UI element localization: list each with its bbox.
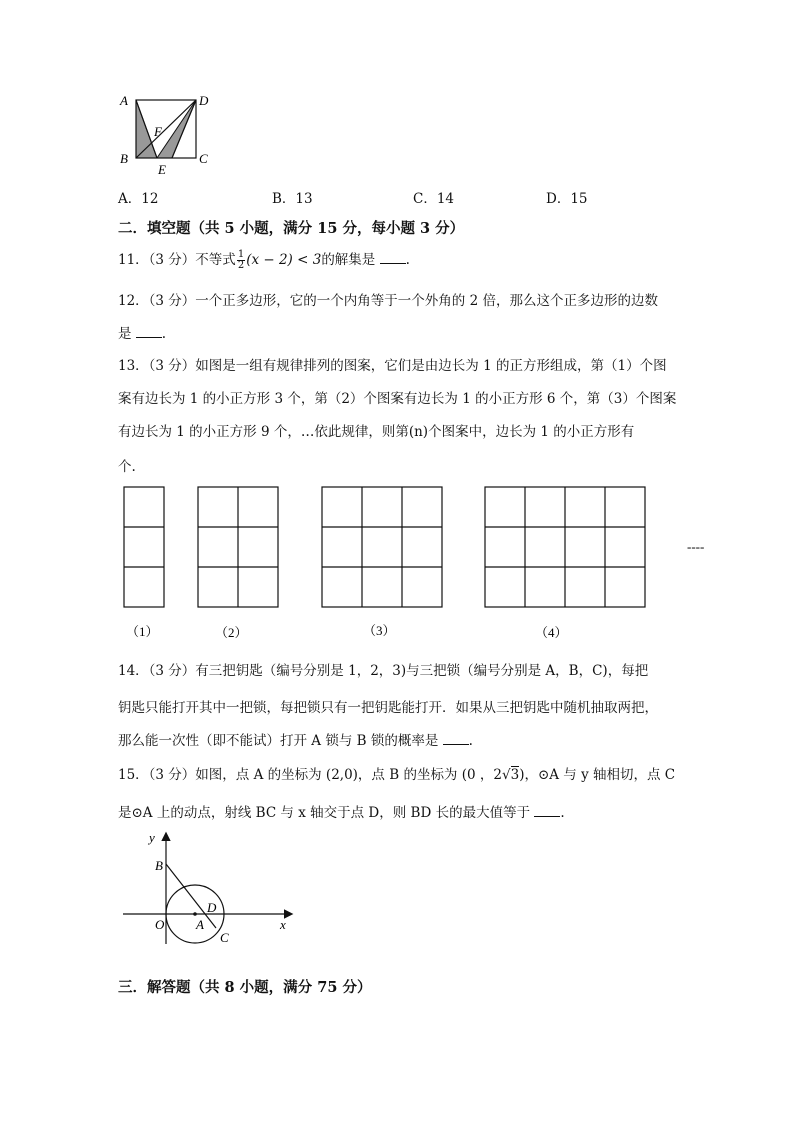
q13-line-2: 案有边长为 1 的小正方形 3 个，第（2）个图案有边长为 1 的小正方形 6 个，第（3）个图案	[118, 391, 677, 407]
q14-line-3-prefix: 那么能一次性（即不能试）打开 A 锁与 B 锁的概率是	[118, 733, 439, 749]
q13-line-4: 个.	[118, 459, 136, 475]
q15-label-o: O	[155, 917, 165, 932]
q14-end: .	[468, 733, 473, 749]
q15-ray-bc	[166, 864, 216, 928]
q14-line-2: 钥匙只能打开其中一把锁，每把锁只有一把钥匙能打开．如果从三把钥匙中随机抽取两把，	[118, 700, 658, 716]
q15-figure	[115, 826, 300, 948]
q11-expression: (x − 2) < 3	[246, 252, 322, 268]
q10-figure	[115, 92, 225, 178]
q14-answer-blank[interactable]	[443, 734, 469, 745]
q11-end: .	[405, 252, 410, 268]
q13-pattern-figure	[120, 484, 720, 644]
q15-answer-blank[interactable]	[534, 806, 560, 817]
q15-line-2	[118, 801, 565, 821]
q13-caption-4: （4）	[535, 625, 568, 640]
q14-line-3	[118, 729, 473, 749]
q13-continuation-dashes: ----	[687, 539, 705, 554]
q13-pattern-4	[485, 487, 645, 607]
q15-line-2-prefix: 是⊙A 上的动点，射线 BC 与 x 轴交于点 D，则 BD 长的最大值等于	[118, 805, 531, 821]
q15-line-1-a: 15．（3 分）如图，点 A 的坐标为 (2,0)，点 B 的坐标为 (0 ，	[118, 767, 494, 783]
q10-label-c: C	[199, 151, 208, 166]
q15-point-a	[193, 912, 197, 916]
q12-line-2	[118, 322, 166, 342]
q10-label-a: A	[120, 93, 128, 108]
q13-line-1: 13．（3 分）如图是一组有规律排列的图案，它们是由边长为 1 的正方形组成，第（1）个图	[118, 358, 667, 374]
q13-pattern-2	[198, 487, 278, 607]
q11-fraction	[237, 250, 245, 271]
q13-pattern-1	[124, 487, 164, 607]
section-2-title: 二．填空题（共 5 小题，满分 15 分，每小题 3 分）	[118, 220, 465, 237]
q10-option-a: A．12	[118, 191, 159, 207]
q13-line-3: 有边长为 1 的小正方形 9 个，…依此规律，则第(n)个图案中，边长为 1 的小正方形有	[118, 424, 635, 440]
q10-option-c: C．14	[413, 191, 455, 207]
q13-caption-2: （2）	[215, 625, 248, 640]
q10-label-f: F	[154, 124, 162, 139]
q15-label-c: C	[220, 930, 229, 945]
q10-shaded-triangle-right	[157, 100, 196, 158]
q10-option-b: B．13	[272, 191, 313, 207]
q10-option-d: D．15	[546, 191, 588, 207]
q10-segment-de	[172, 100, 196, 158]
q15-sqrt-symbol: √	[501, 767, 511, 783]
q10-label-d: D	[199, 93, 209, 108]
q11-prefix: 11．（3 分）不等式	[118, 252, 236, 268]
q12-end: .	[161, 326, 167, 342]
q15-end: .	[560, 805, 565, 821]
q12-line-2-prefix: 是	[118, 326, 132, 342]
q13-caption-3: （3）	[363, 623, 396, 638]
q12-answer-blank[interactable]	[136, 327, 162, 338]
q11-fraction-num: 1	[237, 249, 245, 260]
q10-label-b: B	[120, 151, 128, 166]
q15-label-x: x	[280, 917, 286, 932]
q13-caption-1: （1）	[126, 624, 159, 639]
q14-line-1: 14．（3 分）有三把钥匙（编号分别是 1，2，3)与三把锁（编号分别是 A，B，C)，每把	[118, 663, 649, 679]
q12-line-1: 12．（3 分）一个正多边形，它的一个内角等于一个外角的 2 倍，那么这个正多边形的边数	[118, 293, 658, 309]
q11-fraction-den: 2	[237, 260, 245, 271]
q11-suffix: 的解集是	[321, 252, 376, 268]
q15-label-b: B	[155, 858, 163, 873]
q15-line-1	[118, 763, 675, 783]
q15-sqrt-arg: 3	[510, 767, 520, 783]
q15-label-a: A	[196, 917, 204, 932]
q15-line-1-b: )，⊙A 与 y 轴相切，点 C	[519, 767, 676, 783]
q15-sqrt-coef: 2	[493, 767, 502, 783]
section-3-title: 三．解答题（共 8 小题，满分 75 分）	[118, 979, 372, 996]
q11-answer-blank[interactable]	[380, 253, 406, 264]
q15-label-y: y	[149, 830, 155, 845]
q13-pattern-3	[322, 487, 442, 607]
q11-line	[118, 248, 410, 271]
q15-label-d: D	[207, 900, 217, 915]
q10-label-e: E	[158, 162, 166, 177]
